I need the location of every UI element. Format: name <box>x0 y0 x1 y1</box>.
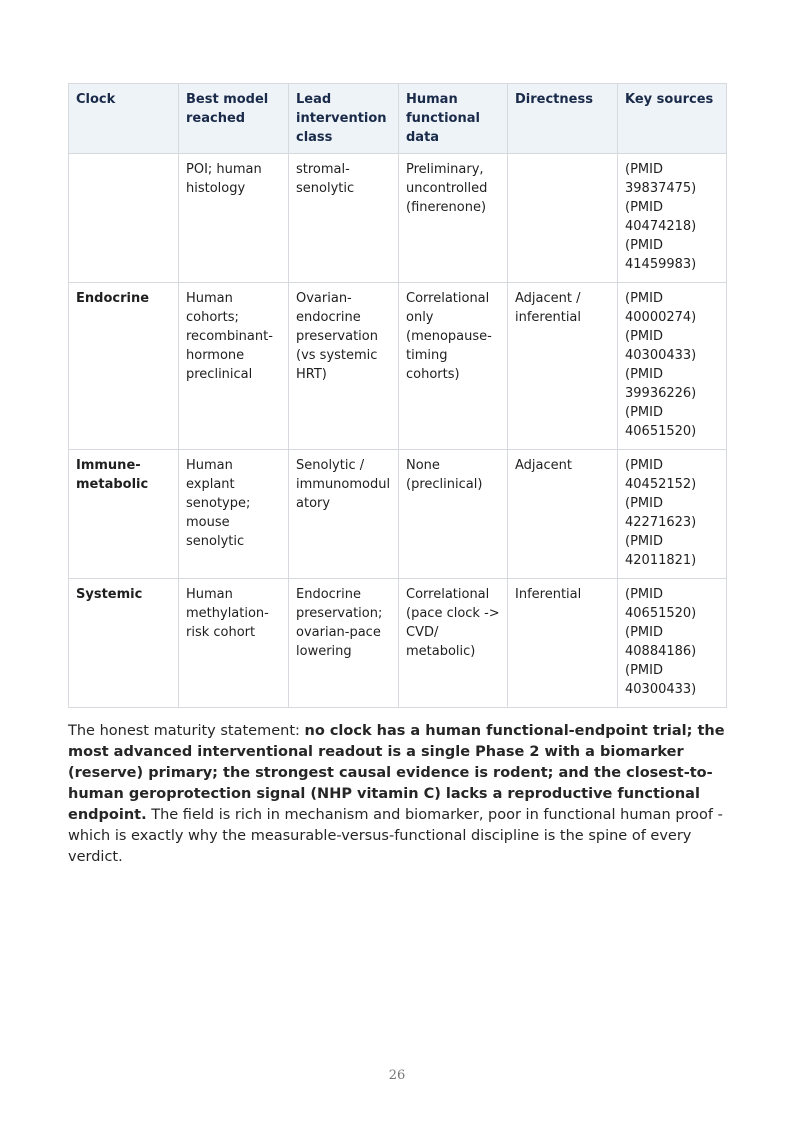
cell-directness: Adjacent / inferential <box>508 283 618 450</box>
cell-clock: Immune-metabolic <box>69 450 179 579</box>
statement-bold: no clock has a human functional-endpoint trial; the most advanced interventional readout is a single Phase 2 with a biomarker (reserve) primary; the strongest causal evidence is rodent; and the closest-to-human geroprotection signal (NHP vitamin C) lacks a reproductive functional endpoint. <box>68 723 725 823</box>
cell-human-data: Preliminary, uncontrolled (finerenone) <box>399 154 508 283</box>
cell-best-model: Human explant senotype; mouse senolytic <box>179 450 289 579</box>
table-header-row <box>69 84 727 154</box>
source-ref: (PMID 40474218) <box>625 200 697 234</box>
source-ref: (PMID 39936226) <box>625 367 697 401</box>
cell-best-model: Human cohorts; recombinant-hormone preclinical <box>179 283 289 450</box>
cell-intervention: stromal-senolytic <box>289 154 399 283</box>
source-ref: (PMID 40000274) <box>625 291 697 325</box>
cell-directness <box>508 154 618 283</box>
cell-clock: Endocrine <box>69 283 179 450</box>
header-human-data: Human functional data <box>399 84 508 154</box>
statement-rest: The field is rich in mechanism and biomarker, poor in functional human proof - which is exactly why the measurable-versus-functional discipline is the spine of every verdict. <box>68 807 723 865</box>
header-best-model: Best model reached <box>179 84 289 154</box>
cell-sources <box>618 283 727 450</box>
page-content <box>68 83 726 868</box>
source-ref: (PMID 42011821) <box>625 534 697 568</box>
source-ref: (PMID 41459983) <box>625 238 697 272</box>
cell-sources <box>618 579 727 708</box>
source-ref: (PMID 42271623) <box>625 496 697 530</box>
cell-intervention: Ovarian-endocrine preservation (vs systemic HRT) <box>289 283 399 450</box>
page-number: 26 <box>388 1068 406 1083</box>
header-clock: Clock <box>69 84 179 154</box>
cell-sources <box>618 450 727 579</box>
cell-sources <box>618 154 727 283</box>
source-ref: (PMID 40300433) <box>625 329 697 363</box>
clock-evidence-table <box>68 83 727 708</box>
table-row <box>69 154 727 283</box>
source-ref: (PMID 40651520) <box>625 405 697 439</box>
source-ref: (PMID 40884186) <box>625 625 697 659</box>
table-row <box>69 283 727 450</box>
cell-human-data: Correlational only (menopause-timing cohorts) <box>399 283 508 450</box>
cell-best-model: Human methylation-risk cohort <box>179 579 289 708</box>
source-ref: (PMID 40300433) <box>625 663 697 697</box>
header-sources: Key sources <box>618 84 727 154</box>
cell-intervention: Endocrine preservation; ovarian-pace lowering <box>289 579 399 708</box>
cell-directness: Adjacent <box>508 450 618 579</box>
source-ref: (PMID 40452152) <box>625 458 697 492</box>
cell-directness: Inferential <box>508 579 618 708</box>
table-row <box>69 579 727 708</box>
statement-lead: The honest maturity statement: <box>68 723 305 739</box>
cell-best-model: POI; human histology <box>179 154 289 283</box>
table-row <box>69 450 727 579</box>
maturity-statement <box>68 721 726 868</box>
cell-clock <box>69 154 179 283</box>
header-intervention: Lead intervention class <box>289 84 399 154</box>
cell-intervention: Senolytic / immunomodulatory <box>289 450 399 579</box>
source-ref: (PMID 40651520) <box>625 587 697 621</box>
header-directness: Directness <box>508 84 618 154</box>
cell-clock: Systemic <box>69 579 179 708</box>
cell-human-data: Correlational (pace clock -> CVD/ metabolic) <box>399 579 508 708</box>
source-ref: (PMID 39837475) <box>625 162 697 196</box>
cell-human-data: None (preclinical) <box>399 450 508 579</box>
